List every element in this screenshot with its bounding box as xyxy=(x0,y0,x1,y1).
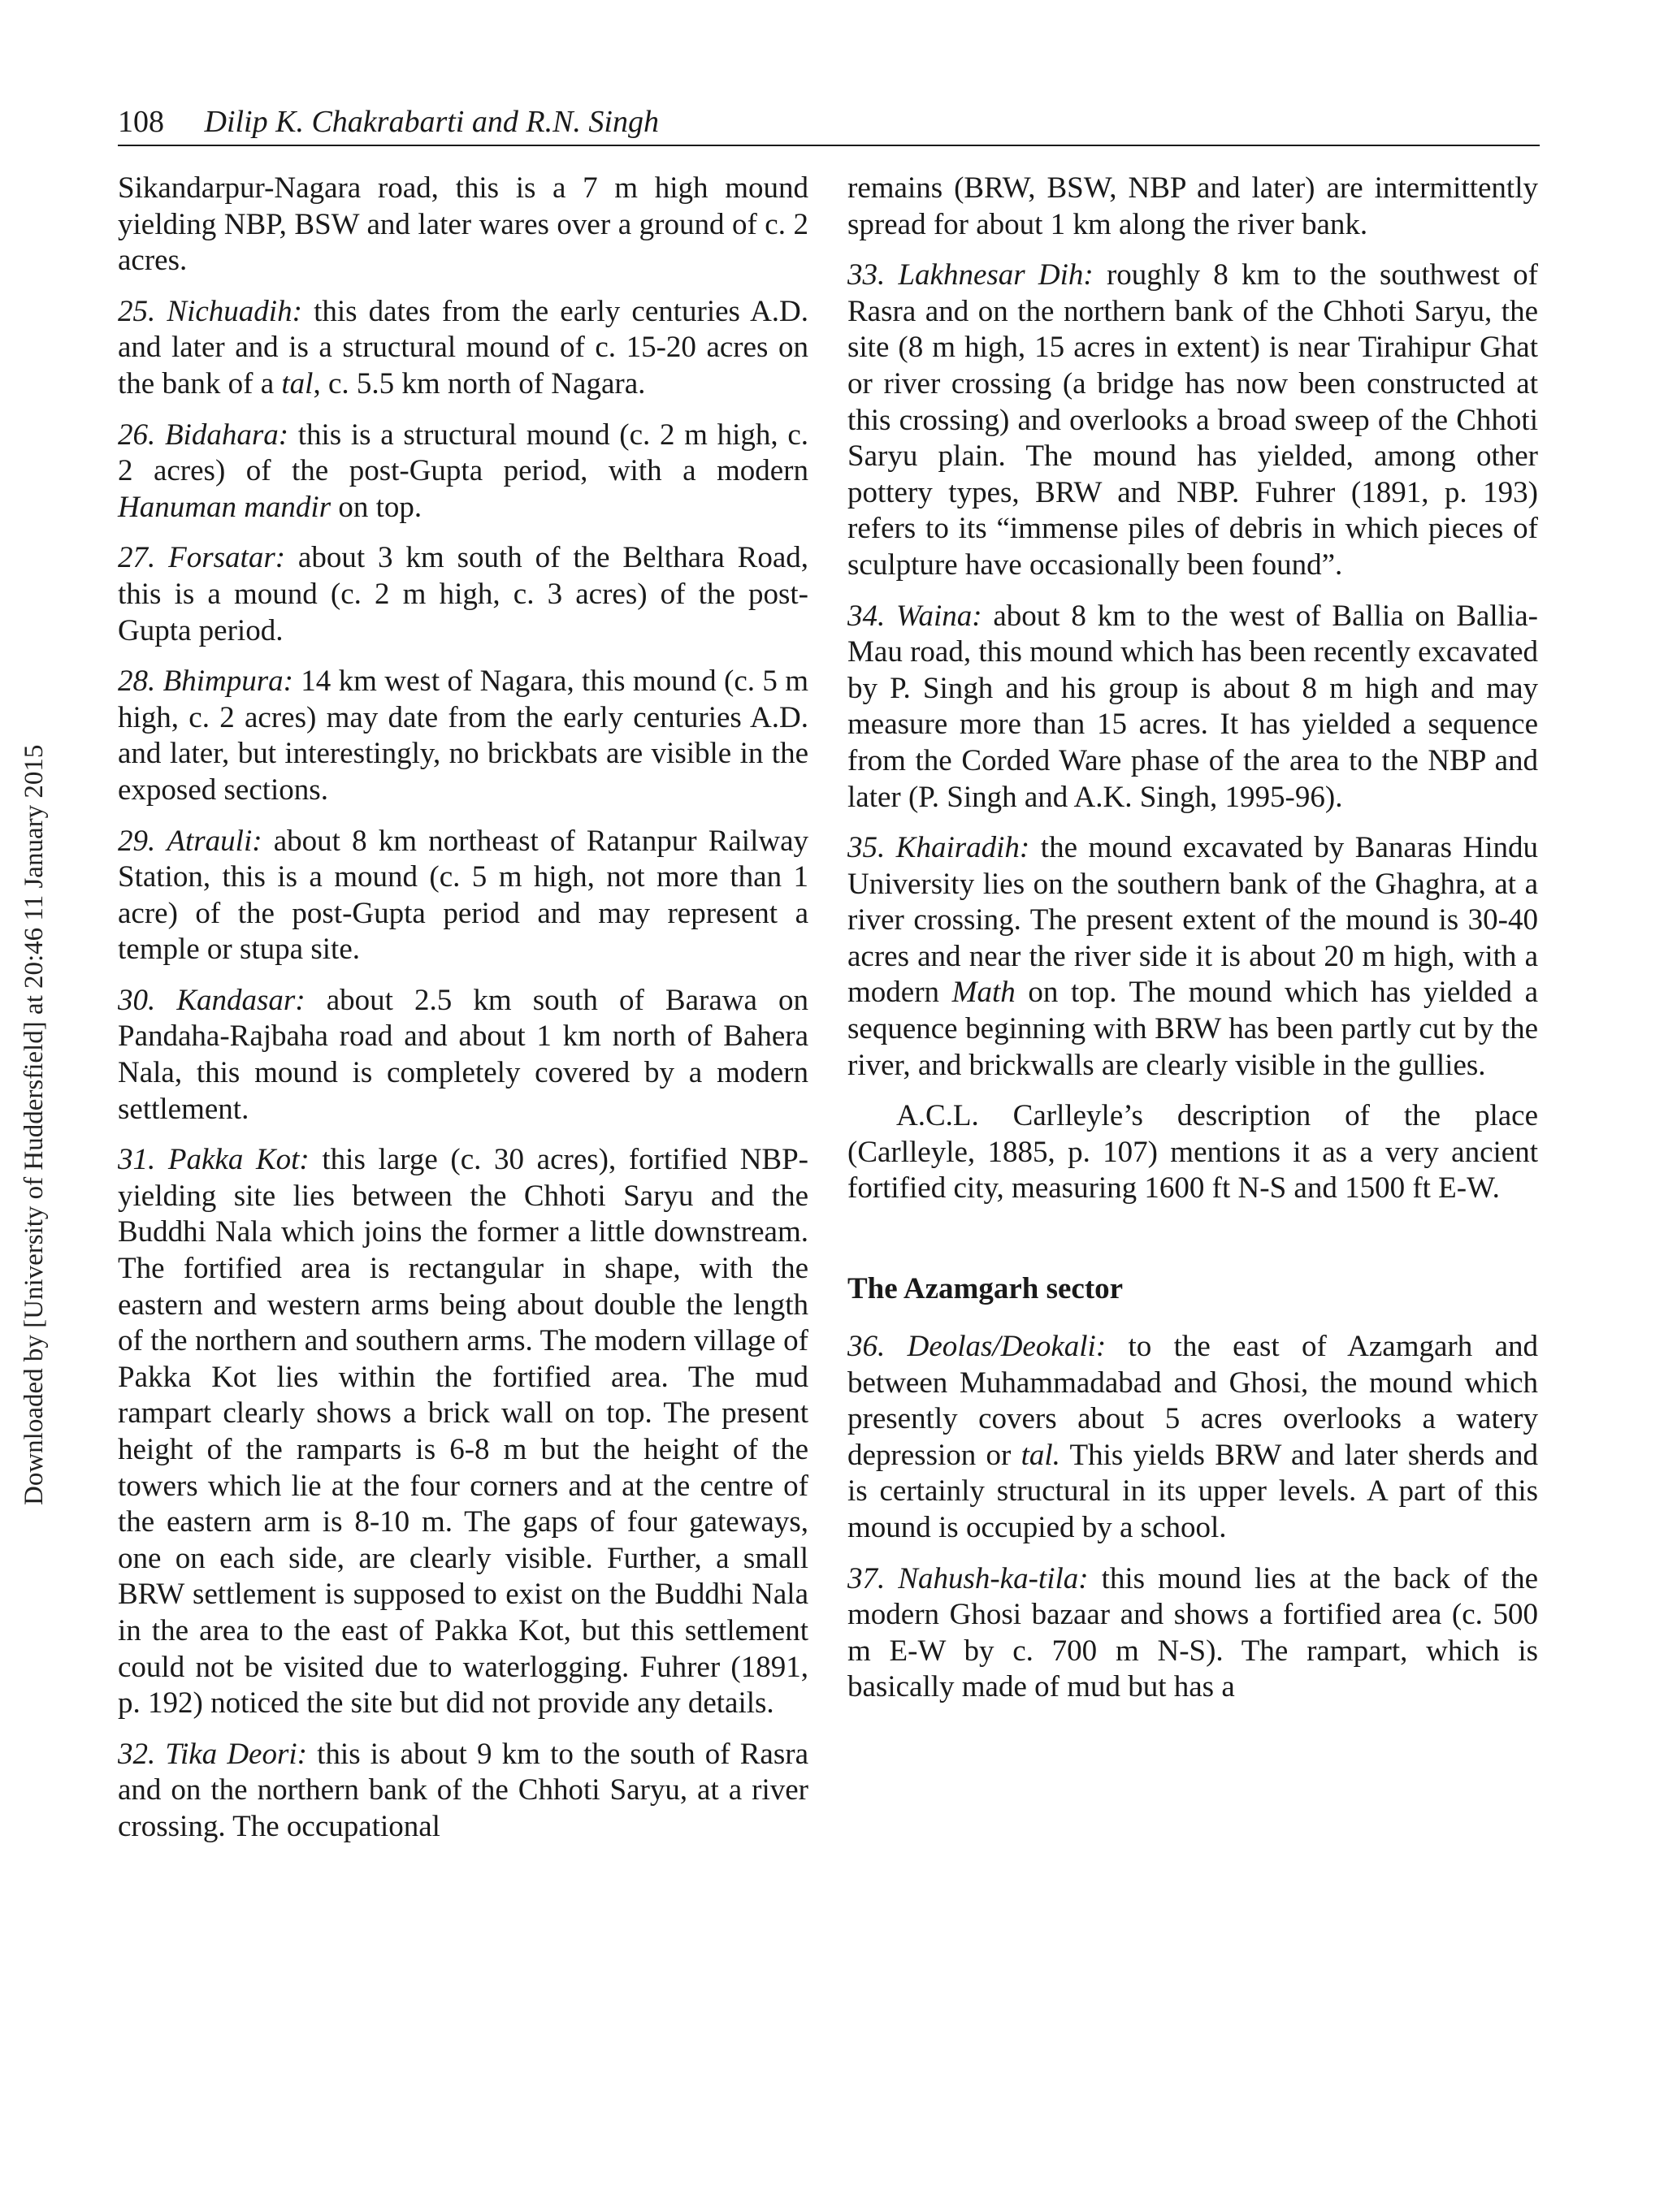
site-entry-25: 25. Nichuadih: this dates from the early centuries A.D. and later and is a structural mound of c. 15-20 acres on the bank of a tal, c. 5.5 km north of Nagara. xyxy=(118,294,809,400)
site-entry-33: 33. Lakhnesar Dih: roughly 8 km to the southwest of Rasra and on the northern bank of the Chhoti Saryu, the site (8 m high, 15 acres in extent) is near Tirahipur Ghat or river crossing (a bridge has now been constructed at this crossing) and overlooks a broad sweep of the Chhoti Saryu plain. The mound has yielded, among other pottery types, BRW and NBP. Fuhrer (1891, p. 193) refers to its “immense piles of debris in which pieces of sculpture have occasionally been found”. xyxy=(847,258,1539,582)
site-entry-29: 29. Atrauli: about 8 km northeast of Ratanpur Railway Station, this is a mound (c. 5 m high, not more than 1 acre) of the post-Gupta period and may represent a temple or stupa site. xyxy=(118,824,808,967)
carlleyle-paragraph: A.C.L. Carlleyle’s description of the place (Carlleyle, 1885, p. 107) mentions it as a very ancient fortified city, measuring 1600 ft N-S and 1500 ft E-W. xyxy=(847,1099,1538,1206)
site-entry-35: 35. Khairadih: the mound excavated by Banaras Hindu University lies on the southern bank of the Ghaghra, at a river crossing. The present extent of the mound is 30-40 acres and near the river side it is about 20 m high, with a modern Math on top. The mound which has yielded a sequence beginning with BRW has been partly cut by the river, and brickwalls are clearly visible in the gullies. xyxy=(847,831,1539,1082)
site-name: Atrauli: xyxy=(167,824,262,858)
site-entry-31: 31. Pakka Kot: this large (c. 30 acres), fortified NBP-yielding site lies between the Chhoti Saryu and the Buddhi Nala which joins the former a little downstream. The fortified area is rectangular in shape, with the eastern and western arms being about double the length of the northern and southern arms. The modern village of Pakka Kot lies within the fortified area. The mud rampart clearly shows a brick wall on top. The present height of the ramparts is 6-8 m but the height of the towers which lie at the four corners and at the centre of the eastern arm is 8-10 m. The gaps of four gateways, one on each side, are clearly visible. Further, a small BRW settlement is supposed to exist on the Buddhi Nala in the area to the east of Pakka Kot, but this settlement could not be visited due to waterlogging. Fuhrer (1891, p. 192) noticed the site but did not provide any details. xyxy=(118,1143,808,1721)
continuation-paragraph: Sikandarpur-Nagara road, this is a 7 m high mound yielding NBP, BSW and later wares over a ground of c. 2 acres. xyxy=(118,171,808,278)
right-column xyxy=(847,171,1538,1706)
running-head-authors: Dilip K. Chakrabarti and R.N. Singh xyxy=(204,105,659,139)
site-entry-32: 32. Tika Deori: this is about 9 km to the south of Rasra and on the northern bank of the Chhoti Saryu, at a river crossing. The occupational xyxy=(118,1737,808,1843)
left-column xyxy=(118,171,808,1846)
site-entry-26: 26. Bidahara: this is a structural mound (c. 2 m high, c. 2 acres) of the post-Gupta period, with a modern Hanuman mandir on top. xyxy=(118,418,809,524)
continuation-paragraph: remains (BRW, BSW, NBP and later) are intermittently spread for about 1 km along the river bank. xyxy=(847,171,1538,241)
site-entry-34: 34. Waina: about 8 km to the west of Ballia on Ballia-Mau road, this mound which has been recently excavated by P. Singh and his group is about 8 m high and may measure more than 15 acres. It has yielded a sequence from the Corded Ware phase of the area to the NBP and later (P. Singh and A.K. Singh, 1995-96). xyxy=(847,599,1538,814)
site-name: Forsatar: xyxy=(168,541,286,575)
site-entry-37: 37. Nahush-ka-tila: this mound lies at the back of the modern Ghosi bazaar and shows a fortified area (c. 500 m E-W by c. 700 m N-S). The rampart, which is basically made of mud but has a xyxy=(847,1561,1538,1704)
site-name: Bhimpura: xyxy=(162,664,293,699)
running-head xyxy=(118,102,659,141)
site-name: Khairadih: xyxy=(895,831,1030,865)
site-name: Nichuadih: xyxy=(167,294,302,328)
site-name: Kandasar: xyxy=(176,983,306,1017)
site-name: Waina: xyxy=(896,599,982,633)
site-entry-27: 27. Forsatar: about 3 km south of the Belthara Road, this is a mound (c. 2 m high, c. 3 acres) of the post-Gupta period. xyxy=(118,541,808,647)
page-number: 108 xyxy=(118,105,164,139)
site-name: Nahush-ka-tila: xyxy=(898,1561,1089,1595)
site-entry-30: 30. Kandasar: about 2.5 km south of Barawa on Pandaha-Rajbaha road and about 1 km north of Bahera Nala, this mound is completely covered by a modern settlement. xyxy=(118,983,808,1126)
site-name: Bidahara: xyxy=(164,418,289,452)
site-name: Tika Deori: xyxy=(165,1737,307,1771)
site-name: Pakka Kot: xyxy=(167,1143,310,1177)
site-name: Deolas/Deokali: xyxy=(907,1330,1107,1364)
section-heading: The Azamgarh sector xyxy=(847,1272,1124,1306)
header-rule xyxy=(118,145,1540,146)
site-name: Lakhnesar Dih: xyxy=(898,258,1094,292)
site-entry-36: 36. Deolas/Deokali: to the east of Azamgarh and between Muhammadabad and Ghosi, the mound which presently covers about 5 acres overlooks a watery depression or tal. This yields BRW and later sherds and is certainly structural in its upper levels. A part of this mound is occupied by a school. xyxy=(847,1330,1538,1544)
site-entry-28: 28. Bhimpura: 14 km west of Nagara, this mound (c. 5 m high, c. 2 acres) may date from the early centuries A.D. and later, but interestingly, no brickbats are visible in the exposed sections. xyxy=(118,664,808,807)
download-watermark: Downloaded by [University of Huddersfield] at 20:46 11 January 2015 xyxy=(20,744,49,1505)
